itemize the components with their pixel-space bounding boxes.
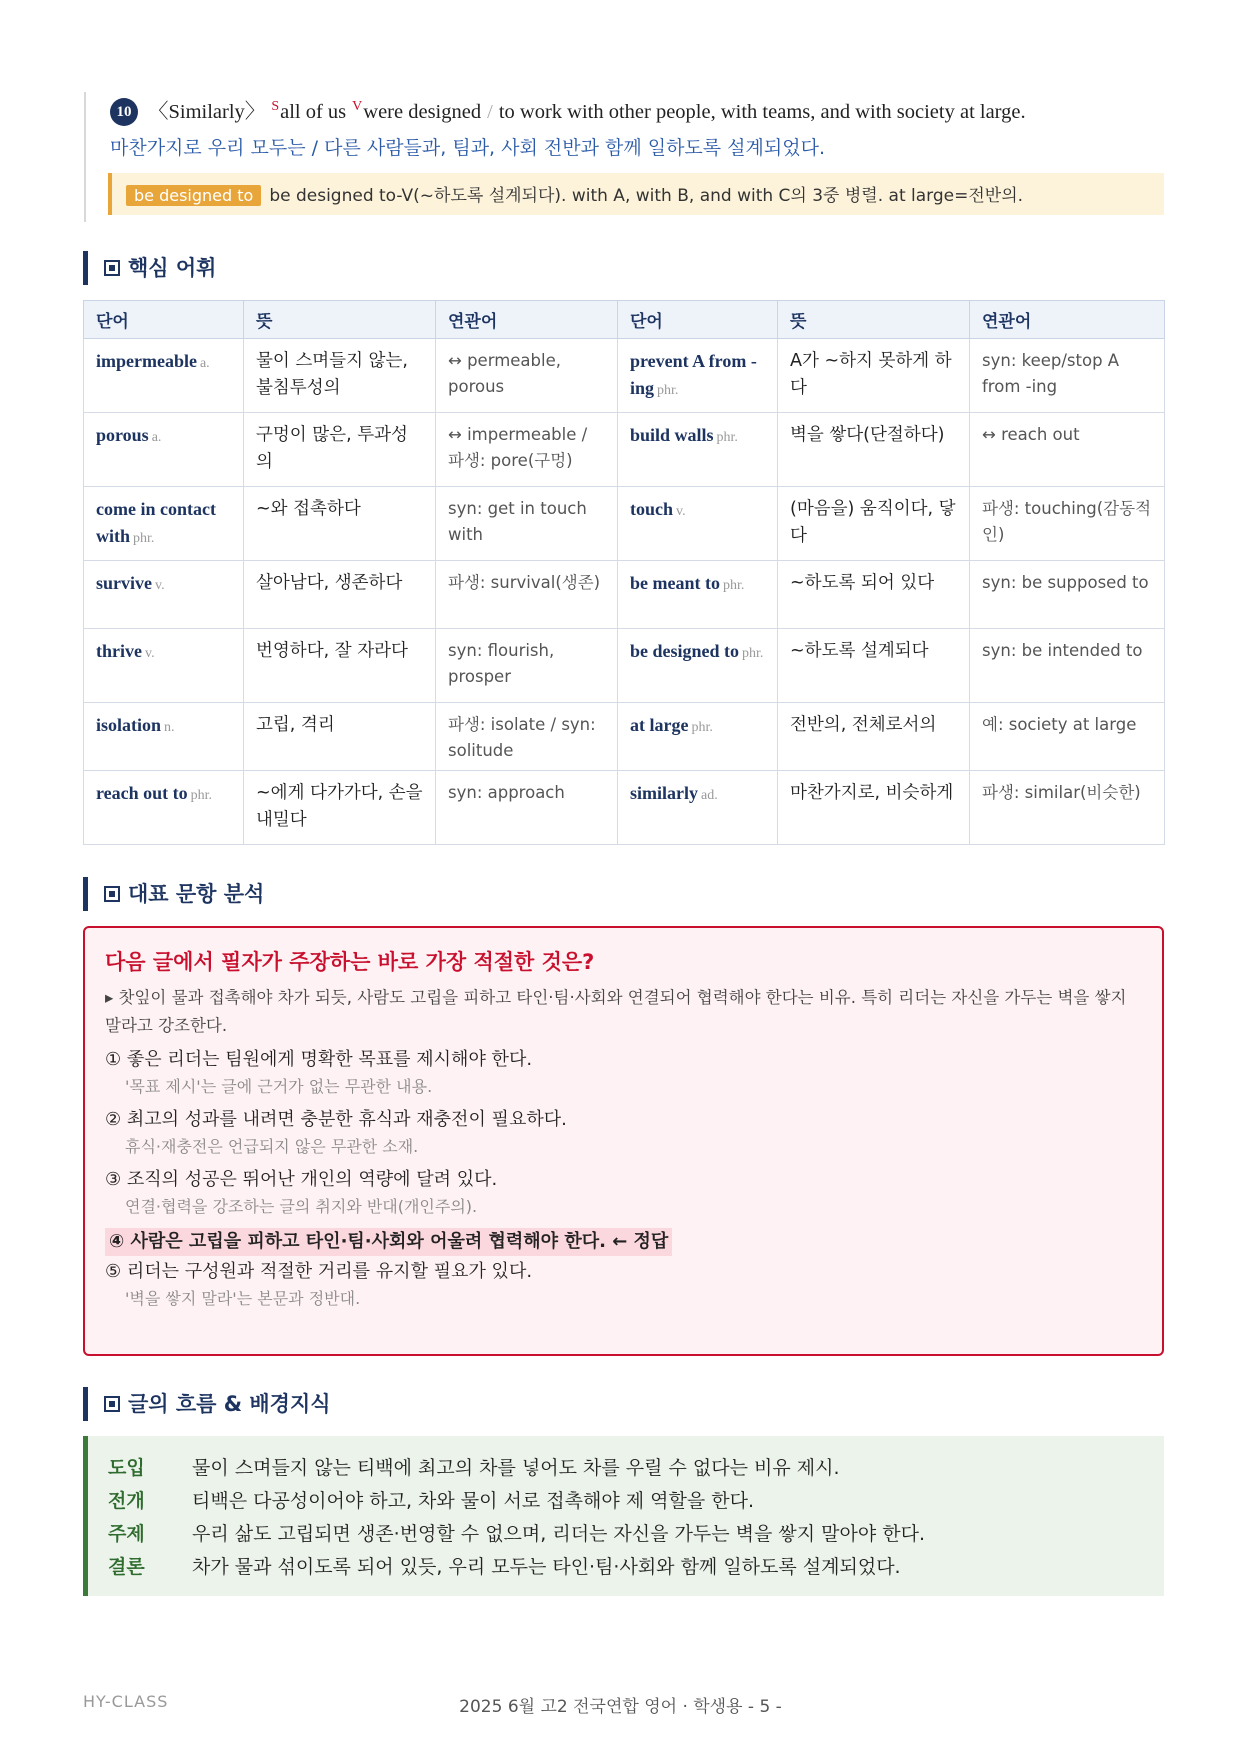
square-bullet-icon: [104, 260, 120, 276]
vocab-related: ↔ reach out: [970, 413, 1165, 487]
col-header-related: 연관어: [970, 301, 1165, 339]
korean-translation: 마찬가지로 우리 모두는 / 다른 사람들과, 팀과, 사회 전반과 함께 일하도록 설계되었다.: [110, 137, 825, 159]
option-explanation: '목표 제시'는 글에 근거가 없는 무관한 내용.: [125, 1077, 433, 1096]
vocab-related: syn: flourish, prosper: [436, 629, 618, 703]
page-footer-title: 2025 6월 고2 전국연합 영어 · 학생용 - 5 -: [459, 1697, 782, 1717]
answer-option: ① 좋은 리더는 팀원에게 명확한 목표를 제시해야 한다.: [105, 1049, 533, 1070]
correct-answer-option: ④ 사람은 고립을 피하고 타인·팀·사회와 어울려 협력해야 한다. ← 정답: [105, 1228, 672, 1256]
vocab-word: isolation n.: [84, 703, 244, 771]
sentence-block: [84, 92, 1164, 222]
vocab-word: impermeable a.: [84, 339, 244, 413]
flow-row: [108, 1452, 1164, 1485]
vocab-related: 예: society at large: [970, 703, 1165, 771]
grammar-note-text: be designed to-V(~하도록 설계되다). with A, with B, and with C의 3중 병렬. at large=전반의.: [269, 186, 1024, 206]
english-sentence: [110, 92, 1164, 127]
vocab-meaning: 구멍이 많은, 투과성의: [244, 413, 436, 487]
table-row: [84, 703, 1165, 771]
vocab-meaning: 고립, 격리: [244, 703, 436, 771]
vocab-related: syn: get in touch with: [436, 487, 618, 561]
flow-section-heading: [83, 1387, 331, 1421]
question-box: [83, 926, 1164, 1356]
vocab-table: [83, 300, 1165, 845]
vocab-heading-text: 핵심 어휘: [128, 256, 217, 280]
answer-option: ② 최고의 성과를 내려면 충분한 휴식과 재충전이 필요하다.: [105, 1109, 567, 1130]
vocab-related: 파생: touching(감동적인): [970, 487, 1165, 561]
vocab-related: syn: keep/stop A from -ing: [970, 339, 1165, 413]
table-row: [84, 339, 1165, 413]
chunk-slash: /: [487, 101, 493, 123]
table-row: [84, 771, 1165, 845]
vocab-meaning: ~에게 다가가다, 손을 내밀다: [244, 771, 436, 845]
subject-marker: S: [271, 99, 280, 114]
vocab-related: 파생: similar(비슷한): [970, 771, 1165, 845]
table-row: [84, 561, 1165, 629]
option-explanation: 휴식·재충전은 언급되지 않은 무관한 소재.: [125, 1137, 419, 1156]
table-row: [84, 413, 1165, 487]
flow-label: 전개: [108, 1490, 145, 1512]
vocab-section-heading: [83, 251, 216, 285]
vocab-related: ↔ impermeable / 파생: pore(구멍): [436, 413, 618, 487]
vocab-meaning: ~하도록 설계되다: [778, 629, 970, 703]
option-explanation: 연결·협력을 강조하는 글의 취지와 반대(개인주의).: [125, 1197, 478, 1216]
sentence-number-badge: 10: [110, 98, 138, 126]
sentence-rest: to work with other people, with teams, and with society at large.: [498, 101, 1026, 123]
vocab-word: touch v.: [618, 487, 778, 561]
vocab-word: come in contact with phr.: [84, 487, 244, 561]
vocab-word: similarly ad.: [618, 771, 778, 845]
vocab-meaning: (마음을) 움직이다, 닿다: [778, 487, 970, 561]
grammar-note: [108, 173, 1164, 215]
table-row: [84, 487, 1165, 561]
vocab-meaning: 살아남다, 생존하다: [244, 561, 436, 629]
flow-label: 도입: [108, 1457, 145, 1479]
vocab-related: 파생: survival(생존): [436, 561, 618, 629]
vocab-word: reach out to phr.: [84, 771, 244, 845]
flow-text: 티백은 다공성이어야 하고, 차와 물이 서로 접촉해야 제 역할을 한다.: [192, 1490, 754, 1512]
col-header-meaning: 뜻: [244, 301, 436, 339]
vocab-word: be meant to phr.: [618, 561, 778, 629]
vocab-word: build walls phr.: [618, 413, 778, 487]
vocab-meaning: 물이 스며들지 않는, 불침투성의: [244, 339, 436, 413]
vocab-word: porous a.: [84, 413, 244, 487]
verb-phrase: were designed: [363, 101, 482, 123]
col-header-meaning: 뜻: [778, 301, 970, 339]
vocab-meaning: 벽을 쌓다(단절하다): [778, 413, 970, 487]
vocab-meaning: A가 ~하지 못하게 하다: [778, 339, 970, 413]
vocab-word: thrive v.: [84, 629, 244, 703]
vocab-related: syn: approach: [436, 771, 618, 845]
flow-row: [108, 1518, 1164, 1551]
vocab-meaning: 전반의, 전체로서의: [778, 703, 970, 771]
vocab-header-row: [84, 301, 1165, 339]
verb-marker: V: [352, 99, 363, 114]
vocab-meaning: ~와 접촉하다: [244, 487, 436, 561]
vocab-word: survive v.: [84, 561, 244, 629]
flow-text: 차가 물과 섞이도록 되어 있듯, 우리 모두는 타인·팀·사회와 함께 일하도록 설계되었다.: [192, 1556, 901, 1578]
flow-text: 물이 스며들지 않는 티백에 최고의 차를 넣어도 차를 우릴 수 없다는 비유 제시.: [192, 1457, 840, 1479]
subject-phrase: all of us: [280, 101, 347, 123]
flow-box: [83, 1436, 1164, 1596]
question-title: 다음 글에서 필자가 주장하는 바로 가장 적절한 것은?: [105, 950, 595, 974]
table-row: [84, 629, 1165, 703]
flow-label: 주제: [108, 1523, 145, 1545]
col-header-word: 단어: [618, 301, 778, 339]
answer-option: ③ 조직의 성공은 뛰어난 개인의 역량에 달려 있다.: [105, 1169, 498, 1190]
footer-brand: HY-CLASS: [83, 1692, 169, 1711]
vocab-word: at large phr.: [618, 703, 778, 771]
vocab-related: syn: be supposed to: [970, 561, 1165, 629]
analysis-heading-text: 대표 문항 분석: [128, 882, 265, 906]
vocab-related: 파생: isolate / syn: solitude: [436, 703, 618, 771]
col-header-word: 단어: [84, 301, 244, 339]
flow-row: [108, 1551, 1164, 1584]
analysis-section-heading: [83, 877, 264, 911]
vocab-meaning: 번영하다, 잘 자라다: [244, 629, 436, 703]
flow-row: [108, 1485, 1164, 1518]
vocab-word: be designed to phr.: [618, 629, 778, 703]
flow-text: 우리 삶도 고립되면 생존·번영할 수 없으며, 리더는 자신을 가두는 벽을 쌓지 말아야 한다.: [192, 1523, 925, 1545]
vocab-meaning: 마찬가지로, 비슷하게: [778, 771, 970, 845]
col-header-related: 연관어: [436, 301, 618, 339]
flow-label: 결론: [108, 1556, 145, 1578]
flow-heading-text: 글의 흐름 & 배경지식: [128, 1392, 331, 1416]
vocab-related: ↔ permeable, porous: [436, 339, 618, 413]
grammar-note-tag: be designed to: [126, 185, 261, 206]
passage-summary: ▸ 찻잎이 물과 접촉해야 차가 되듯, 사람도 고립을 피하고 타인·팀·사회와 연결되어 협력해야 한다는 비유. 특히 리더는 자신을 가두는 벽을 쌓지 말라고 강조한다.: [105, 988, 1127, 1035]
adverb-phrase: 〈Similarly〉: [148, 101, 266, 123]
square-bullet-icon: [104, 1396, 120, 1412]
option-explanation: '벽을 쌓지 말라'는 본문과 정반대.: [125, 1289, 361, 1308]
vocab-meaning: ~하도록 되어 있다: [778, 561, 970, 629]
answer-option: ⑤ 리더는 구성원과 적절한 거리를 유지할 필요가 있다.: [105, 1261, 533, 1282]
square-bullet-icon: [104, 886, 120, 902]
vocab-word: prevent A from -ing phr.: [618, 339, 778, 413]
vocab-related: syn: be intended to: [970, 629, 1165, 703]
